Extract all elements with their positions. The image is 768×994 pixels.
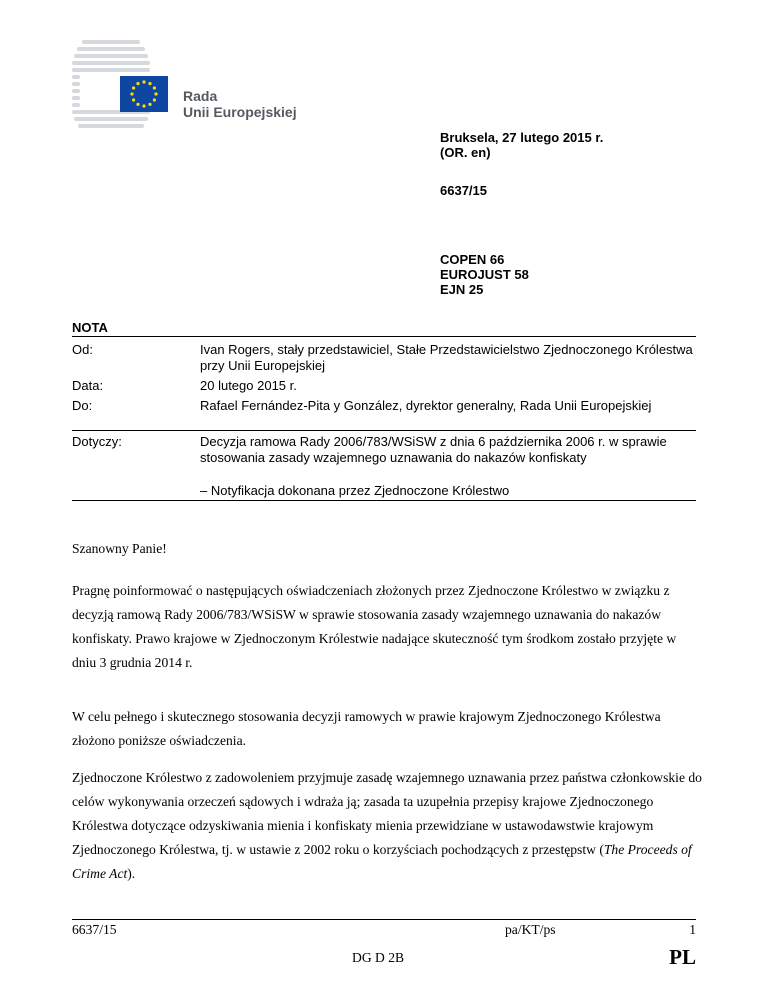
- header-doc-number: 6637/15: [440, 183, 487, 198]
- header-code-ejn: EJN 25: [440, 282, 484, 297]
- nota-from-label: Od:: [72, 342, 93, 357]
- footer-initials: pa/KT/ps: [505, 922, 556, 937]
- header-code-copen: COPEN 66: [440, 252, 505, 267]
- header-original-language: (OR. en): [440, 145, 491, 160]
- nota-title: NOTA: [72, 320, 108, 335]
- nota-bottom-rule: [72, 500, 696, 501]
- header-code-eurojust: EUROJUST 58: [440, 267, 529, 282]
- logo-line-rada: Rada: [183, 88, 218, 104]
- nota-to-label: Do:: [72, 398, 93, 413]
- footer-page-number: 1: [689, 922, 696, 937]
- nota-subject-label: Dotyczy:: [72, 434, 122, 449]
- footer-directorate: DG D 2B: [352, 950, 405, 965]
- header-date: Bruksela, 27 lutego 2015 r.: [440, 130, 604, 145]
- nota-date-label: Data:: [72, 378, 104, 393]
- nota-top-rule: [72, 336, 696, 337]
- footer-rule: [72, 919, 696, 920]
- paragraph-3: [72, 766, 702, 886]
- nota-date-value: 20 lutego 2015 r.: [200, 378, 297, 393]
- nota-subject-value: Decyzja ramowa Rady 2006/783/WSiSW z dnia 6 października 2006 r. w sprawie stosowania zasady wzajemnego uznawania do nakazów konfiskaty: [200, 434, 667, 465]
- paragraph-3-text-start: Zjednoczone Królestwo z zadowoleniem przyjmuje zasadę wzajemnego uznawania przez państwa członkowskie do celów wykonywania orzeczeń sądowych i wdraża ją; zasada ta uzupełnia przepisy krajowe Zjednoczonego Królestwa dotyczące odzyskiwania mienia i konfiskaty mienia przewidziane w ustawodawstwie krajowym Zjednoczonego Królestwa, tj. w ustawie z 2002 roku o korzyściach pochodzących z przestępstw (: [72, 770, 702, 857]
- paragraph-3-text-end: ).: [127, 866, 136, 881]
- logo-line-unii: Unii Europejskiej: [183, 104, 297, 120]
- nota-to-value: Rafael Fernández-Pita y González, dyrektor generalny, Rada Unii Europejskiej: [200, 398, 652, 413]
- salutation: Szanowny Panie!: [72, 541, 167, 556]
- footer-language-code: PL: [669, 945, 696, 969]
- paragraph-2: W celu pełnego i skutecznego stosowania decyzji ramowych w prawie krajowym Zjednoczonego Królestwa złożono poniższe oświadczenia.: [72, 709, 661, 748]
- nota-from-value: Ivan Rogers, stały przedstawiciel, Stałe Przedstawicielstwo Zjednoczonego Królestwa przy Unii Europejskiej: [200, 342, 693, 373]
- paragraph-1: Pragnę poinformować o następujących oświadczeniach złożonych przez Zjednoczone Królestwo w związku z decyzją ramową Rady 2006/783/WSiSW w sprawie stosowania zasady wzajemnego uznawania do nakazów konfiskaty. Prawo krajowe w Zjednoczonym Królestwie nadające skuteczność tym środkom zostało przyjęte w dniu 3 grudnia 2014 r.: [72, 583, 677, 670]
- footer-doc-number: 6637/15: [72, 922, 117, 937]
- nota-middle-rule: [72, 430, 696, 431]
- nota-subject-note: – Notyfikacja dokonana przez Zjednoczone Królestwo: [200, 483, 510, 498]
- proceeds-of-crime-act-title: The Proceeds of Crime Act: [72, 842, 692, 881]
